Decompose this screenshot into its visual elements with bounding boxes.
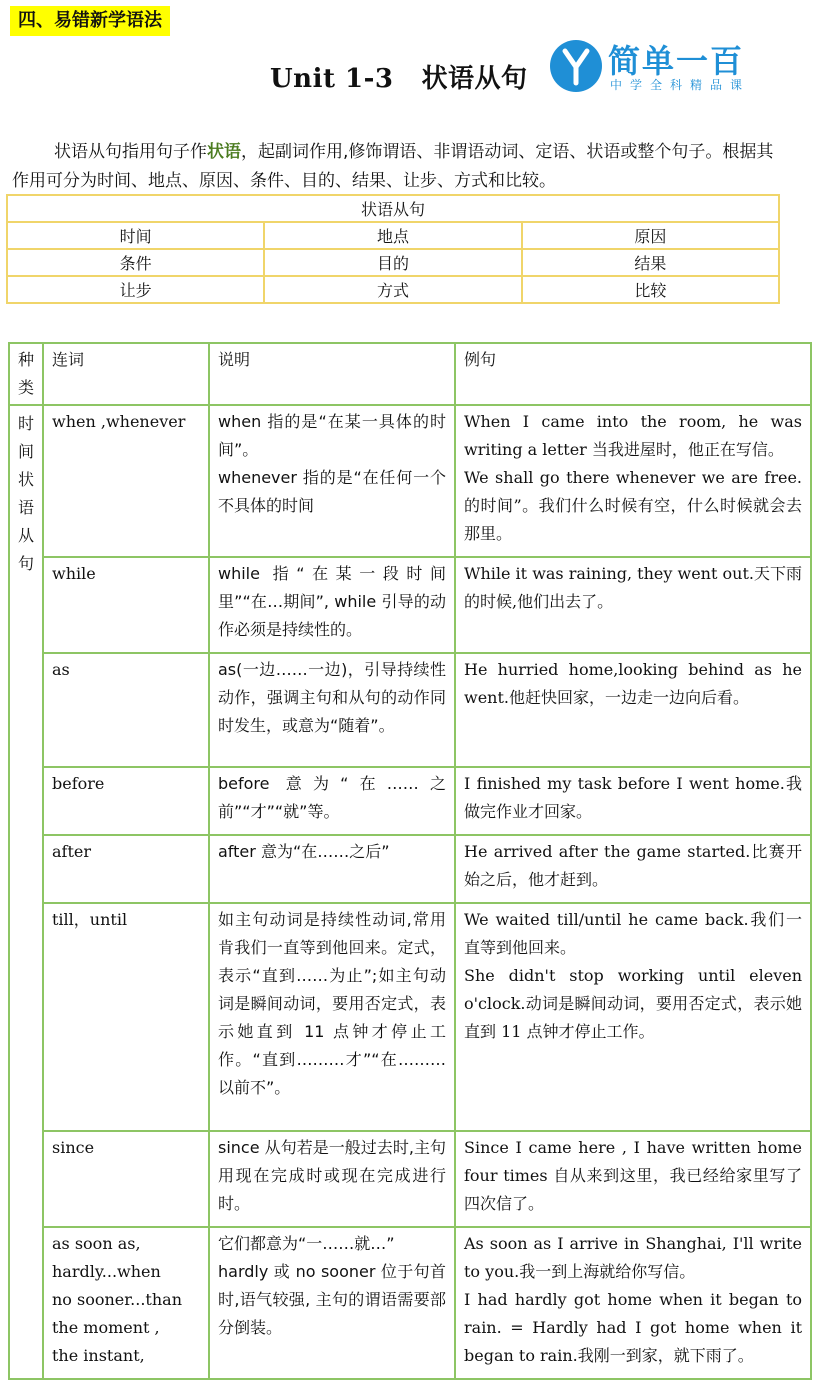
desc-cell: as(一边……一边)，引导持续性动作，强调主句和从句的动作同时发生，或意为“随着”。	[209, 653, 455, 767]
intro-text-1: 状语从句指用句子作	[54, 142, 207, 162]
example-cell: When I came into the room, he was writing a letter 当我进屋时，他正在写信。 We shall go there whenever we are free.的时间”。我们什么时候有空，什么时候就会去那里。	[455, 405, 811, 557]
table-row	[9, 835, 811, 903]
table-row	[9, 405, 811, 557]
desc-cell: after 意为“在……之后”	[209, 835, 455, 903]
summary-table	[6, 194, 780, 304]
conj-cell: as	[43, 653, 209, 767]
table-row	[9, 903, 811, 1131]
logo-slogan: 中学全科精品课	[610, 78, 751, 92]
conj-cell: before	[43, 767, 209, 835]
conj-cell: till，until	[43, 903, 209, 1131]
summary-cell: 地点	[264, 222, 521, 249]
desc-cell: when 指的是“在某一具体的时间”。 whenever 指的是“在任何一个不具体的时间	[209, 405, 455, 557]
summary-cell: 时间	[7, 222, 264, 249]
table-row	[9, 767, 811, 835]
conj-cell: while	[43, 557, 209, 653]
topic-label: 状语从句	[421, 64, 528, 94]
logo-brand-text: 简单一百	[608, 42, 745, 80]
example-cell: As soon as I arrive in Shanghai, I'll write to you.我一到上海就给你写信。 I had hardly got home when it began to rain. = Hardly had I got home when it began to rain.我刚一到家，就下雨了。	[455, 1227, 811, 1379]
conj-cell: when ,whenever	[43, 405, 209, 557]
example-cell: We waited till/until he came back.我们一直等到他回来。 She didn't stop working until eleven o'clock.动词是瞬间动词，要用否定式，表示她直到 11 点钟才停止工作。	[455, 903, 811, 1131]
header-row	[9, 343, 811, 405]
intro-paragraph	[12, 138, 782, 196]
desc-cell: 它们都意为“一……就…” hardly 或 no sooner 位于句首时,语气较强, 主句的谓语需要部分倒装。	[209, 1227, 455, 1379]
header-conj: 连词	[43, 343, 209, 405]
page-title	[270, 58, 528, 95]
example-cell: He arrived after the game started.比赛开始之后，他才赶到。	[455, 835, 811, 903]
summary-cell: 结果	[522, 249, 779, 276]
table-row	[9, 653, 811, 767]
summary-cell: 比较	[522, 276, 779, 303]
conj-cell: since	[43, 1131, 209, 1227]
summary-cell: 条件	[7, 249, 264, 276]
summary-header: 状语从句	[7, 195, 779, 222]
summary-cell: 原因	[522, 222, 779, 249]
desc-cell: since 从句若是一般过去时,主句用现在完成时或现在完成进行时。	[209, 1131, 455, 1227]
header-desc: 说明	[209, 343, 455, 405]
summary-cell: 目的	[264, 249, 521, 276]
example-cell: While it was raining, they went out.天下雨的时候,他们出去了。	[455, 557, 811, 653]
desc-cell: before 意为“在……之前”“才”“就”等。	[209, 767, 455, 835]
table-row	[9, 1227, 811, 1379]
header-example: 例句	[455, 343, 811, 405]
conj-cell: as soon as, hardly...when no sooner...than the moment , the instant,	[43, 1227, 209, 1379]
desc-cell: 如主句动词是持续性动词,常用肯我们一直等到他回来。定式，表示“直到……为止”;如主句动词是瞬间动词，要用否定式，表示她直到 11 点钟才停止工作。“直到………才”“在………以前不”。	[209, 903, 455, 1131]
example-cell: He hurried home,looking behind as he went.他赶快回家，一边走一边向后看。	[455, 653, 811, 767]
conj-cell: after	[43, 835, 209, 903]
intro-text-2: ，起副词作用,修饰谓语、非谓语动词、定语、状语或整个句子。根据其作用可分为时间、地点、原因、条件、目的、结果、让步、方式和比较。	[12, 142, 774, 191]
desc-cell: while 指“在某一段时间里”“在…期间”, while 引导的动作必须是持续性的。	[209, 557, 455, 653]
kind-cell: 时间状语从句	[9, 405, 43, 1379]
summary-cell: 方式	[264, 276, 521, 303]
logo-mark-icon	[550, 40, 602, 92]
unit-label: Unit 1-3	[270, 64, 394, 94]
table-row	[9, 1131, 811, 1227]
clause-table	[8, 342, 812, 1380]
header-kind: 种类	[9, 343, 43, 405]
brand-logo	[550, 36, 770, 96]
intro-highlight: 状语	[207, 142, 241, 162]
section-tag: 四、易错新学语法	[10, 6, 170, 36]
example-cell: Since I came here , I have written home four times 自从来到这里，我已经给家里写了四次信了。	[455, 1131, 811, 1227]
summary-cell: 让步	[7, 276, 264, 303]
table-row	[9, 557, 811, 653]
example-cell: I finished my task before I went home.我做完作业才回家。	[455, 767, 811, 835]
